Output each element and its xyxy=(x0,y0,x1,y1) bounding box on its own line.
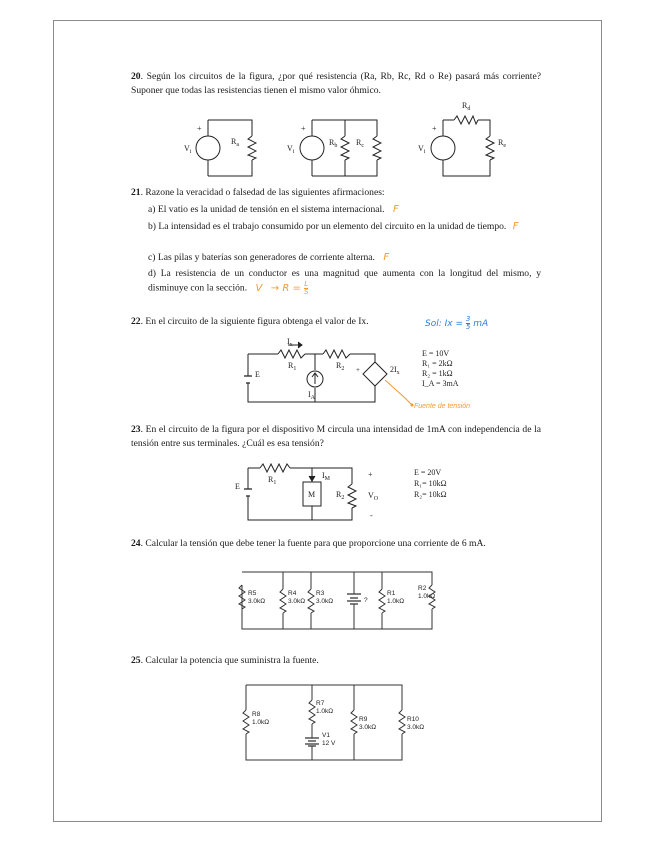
resistor-name: R1 xyxy=(387,590,396,597)
label-e: E xyxy=(235,482,240,491)
source-name: V1 xyxy=(322,732,330,739)
handwritten-mark: F xyxy=(392,204,399,215)
plus-sign: + xyxy=(356,366,360,374)
question-number: 20 xyxy=(131,71,141,82)
handwritten-solution: Sol: Ix = $\frac{3}{5}$ mA xyxy=(425,315,489,331)
value-line: R₁= 10kΩ xyxy=(414,479,447,488)
value-line: R₁ = 2kΩ xyxy=(422,359,453,368)
resistor-name: R9 xyxy=(359,716,368,723)
label-vi: $V_i$ xyxy=(184,144,192,155)
resistor-value: 3.0kΩ xyxy=(359,724,377,731)
source-value: ? xyxy=(364,597,368,604)
label-vi: $V_i$ xyxy=(287,144,295,155)
handwritten-mark: V xyxy=(255,282,263,294)
handwritten-mark: F xyxy=(512,221,519,232)
label-rb: $R_b$ xyxy=(329,138,338,149)
resistor-value: 1.0kΩ xyxy=(387,598,405,605)
label-vo: $V_O$ xyxy=(368,491,379,502)
resistor-name: R10 xyxy=(407,716,419,723)
statement-text: d) La resistencia de un conductor es una magnitud que aumenta con la longitud del mismo, y disminuye con la sección. xyxy=(148,268,541,294)
label-r2: $R_2$ xyxy=(336,490,345,501)
value-line: R₂ = 1kΩ xyxy=(422,369,453,378)
resistor-value: 3.0kΩ xyxy=(407,724,425,731)
label-e: E xyxy=(255,370,260,379)
resistor-name: R8 xyxy=(252,711,261,718)
question-text: . Calcular la potencia que suministra la fuente. xyxy=(140,655,319,666)
minus-sign: - xyxy=(370,511,373,520)
label-ix: $I_x$ xyxy=(287,337,293,348)
plus-sign: + xyxy=(301,124,306,133)
label-vi: $V_i$ xyxy=(418,144,426,155)
resistor-value: 3.0kΩ xyxy=(288,598,306,605)
label-r2: $R_2$ xyxy=(336,361,345,372)
resistor-value: 1.0kΩ xyxy=(252,719,270,726)
value-line: I_A = 3mA xyxy=(422,379,459,388)
label-dependent-source: $2I_x$ xyxy=(390,365,400,376)
question-number: 21 xyxy=(131,187,141,198)
resistor-name: R5 xyxy=(248,590,257,597)
question-number: 25 xyxy=(131,655,141,666)
statement-text: b) La intensidad es el trabajo consumido por un elemento del circuito en la unidad de tiempo. xyxy=(148,221,507,232)
plus-sign: + xyxy=(197,124,202,133)
resistor-value: 3.0kΩ xyxy=(248,598,266,605)
label-re: $R_e$ xyxy=(498,138,507,149)
question-text: . Según los circuitos de la figura, ¿por qué resistencia (Ra, Rb, Rc, Rd o Re) pasará más corriente? Suponer que todas las resistencias tienen el mismo valor óhmico. xyxy=(131,71,541,96)
resistor-value: 1.0kΩ xyxy=(316,708,334,715)
question-text: . Razone la veracidad o falsedad de las siguientes afirmaciones: xyxy=(140,187,385,198)
question-text: . En el circuito de la figura por el dispositivo M circula una intensidad de 1mA con independencia de la tensión entre sus terminales. ¿Cuál es esa tensión? xyxy=(131,424,541,449)
resistor-name: R3 xyxy=(316,590,325,597)
label-r1: $R_1$ xyxy=(288,361,297,372)
question-number: 23 xyxy=(131,424,141,435)
handwritten-note: → R = xyxy=(270,282,305,294)
question-text: . Calcular la tensión que debe tener la fuente para que proporcione una corriente de 6 mA. xyxy=(140,538,486,549)
plus-sign: + xyxy=(432,124,437,133)
statement-text: c) Las pilas y baterías son generadores de corriente alterna. xyxy=(148,252,375,263)
value-line: R₂= 10kΩ xyxy=(414,490,447,499)
label-rc: $R_c$ xyxy=(356,138,365,149)
label-rd: $R_d$ xyxy=(462,101,471,112)
resistor-value: 3.0kΩ xyxy=(316,598,334,605)
value-line: E = 10V xyxy=(422,349,450,358)
resistor-name: R2 xyxy=(418,585,427,592)
label-m: M xyxy=(308,490,316,499)
statement-text: a) El vatio es la unidad de tensión en el sistema internacional. xyxy=(148,204,385,215)
question-text: . En el circuito de la siguiente figura obtenga el valor de Ix. xyxy=(140,316,369,327)
label-ra: $R_a$ xyxy=(231,137,240,148)
resistor-name: R4 xyxy=(288,590,297,597)
question-number: 22 xyxy=(131,316,141,327)
label-ia: $I_A$ xyxy=(308,390,316,401)
source-value: 12 V xyxy=(322,740,336,747)
value-line: E = 20V xyxy=(414,468,442,477)
handwritten-fraction: $\frac{L}{S}$ xyxy=(304,280,309,296)
handwritten-mark: F xyxy=(383,252,390,263)
plus-sign: + xyxy=(368,470,373,479)
label-r1: $R_1$ xyxy=(268,475,277,486)
resistor-name: R7 xyxy=(316,700,325,707)
question-number: 24 xyxy=(131,538,141,549)
handwritten-note: Fuente de tensión xyxy=(414,403,471,410)
resistor-value: 1.0kΩ xyxy=(418,593,436,600)
label-im: $I_M$ xyxy=(322,471,331,482)
